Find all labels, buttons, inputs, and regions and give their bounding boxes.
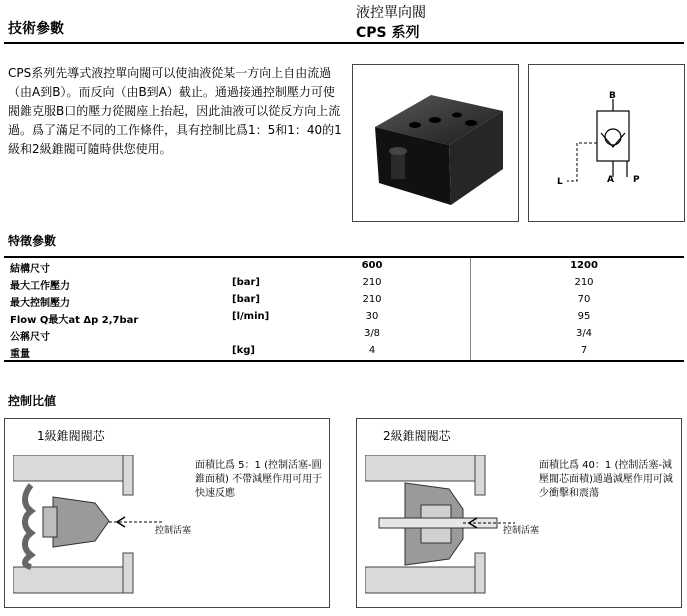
value-1200: 3/4 [575, 328, 593, 339]
value-1200: 70 [577, 294, 591, 305]
port-a-label: A [607, 175, 614, 185]
table-row [4, 292, 684, 309]
section-title: 技術參數 [8, 21, 64, 37]
table-row [4, 343, 684, 360]
value-600: 210 [362, 277, 382, 288]
spec-table [4, 256, 684, 362]
row-label: Flow Q最大at Δp 2,7bar [10, 315, 139, 326]
product-series: CPS 系列 [356, 25, 420, 41]
control-ratio-title: 控制比値 [8, 394, 57, 408]
check-valve-symbol [529, 65, 684, 221]
stage2-title: 2級錐閥閥芯 [383, 429, 451, 443]
value-1200: 7 [580, 345, 588, 356]
value-1200: 1200 [570, 260, 598, 271]
table-row [4, 258, 684, 275]
stage2-description: 面積比爲 40：1 (控制活塞-減壓閥芯面積)通過減壓作用可減少衝擊和震蕩 [539, 460, 673, 499]
stage1-piston-label: 控制活塞 [155, 526, 192, 536]
port-b-label: B [609, 91, 616, 101]
row-unit: [kg] [232, 345, 255, 356]
row-label: 最大工作壓力 [10, 281, 70, 292]
row-unit: [bar] [232, 294, 260, 305]
table-row [4, 326, 684, 343]
row-label: 公稱尺寸 [10, 332, 50, 343]
value-600: 3/8 [363, 328, 381, 339]
product-photo [352, 64, 519, 222]
value-600: 600 [361, 260, 383, 271]
value-600: 30 [365, 311, 379, 322]
port-l-label: L [557, 177, 563, 187]
table-row [4, 275, 684, 292]
stage2-piston-label: 控制活塞 [503, 526, 540, 536]
table-row [4, 309, 684, 326]
features-title: 特徵參數 [8, 234, 57, 248]
value-1200: 95 [577, 311, 591, 322]
value-600: 4 [368, 345, 376, 356]
row-label: 最大控制壓力 [10, 298, 70, 309]
value-600: 210 [362, 294, 382, 305]
product-name: 液控單向閥 [356, 5, 426, 21]
hydraulic-symbol [528, 64, 685, 222]
stage1-description: 面積比爲 5：1 (控制活塞-圓錐面積) 不帶減壓作用可用于快速反應 [195, 460, 323, 499]
stage2-panel [356, 418, 682, 608]
intro-paragraph: CPS系列先導式液控單向閥可以使油液從某一方向上自由流過（由A到B）。而反向（由B到A）截止。通過接通控制壓力可使閥錐克服B口的壓力從閥座上抬起，因此油液可以從反方向上流過。爲了滿足不同的工作條件，具有控制比爲1：5和1：40的1級和2級錐閥可隨時供您使用。 [8, 66, 342, 156]
stage1-title: 1級錐閥閥芯 [37, 429, 105, 443]
stage1-panel [4, 418, 330, 608]
header-rule [4, 42, 684, 44]
row-unit: [l/min] [232, 311, 270, 322]
row-label: 重量 [10, 349, 30, 360]
row-label: 結構尺寸 [10, 264, 50, 275]
value-1200: 210 [574, 277, 594, 288]
valve-block-illustration [353, 65, 518, 221]
port-p-label: P [633, 175, 640, 185]
row-unit: [bar] [232, 277, 260, 288]
